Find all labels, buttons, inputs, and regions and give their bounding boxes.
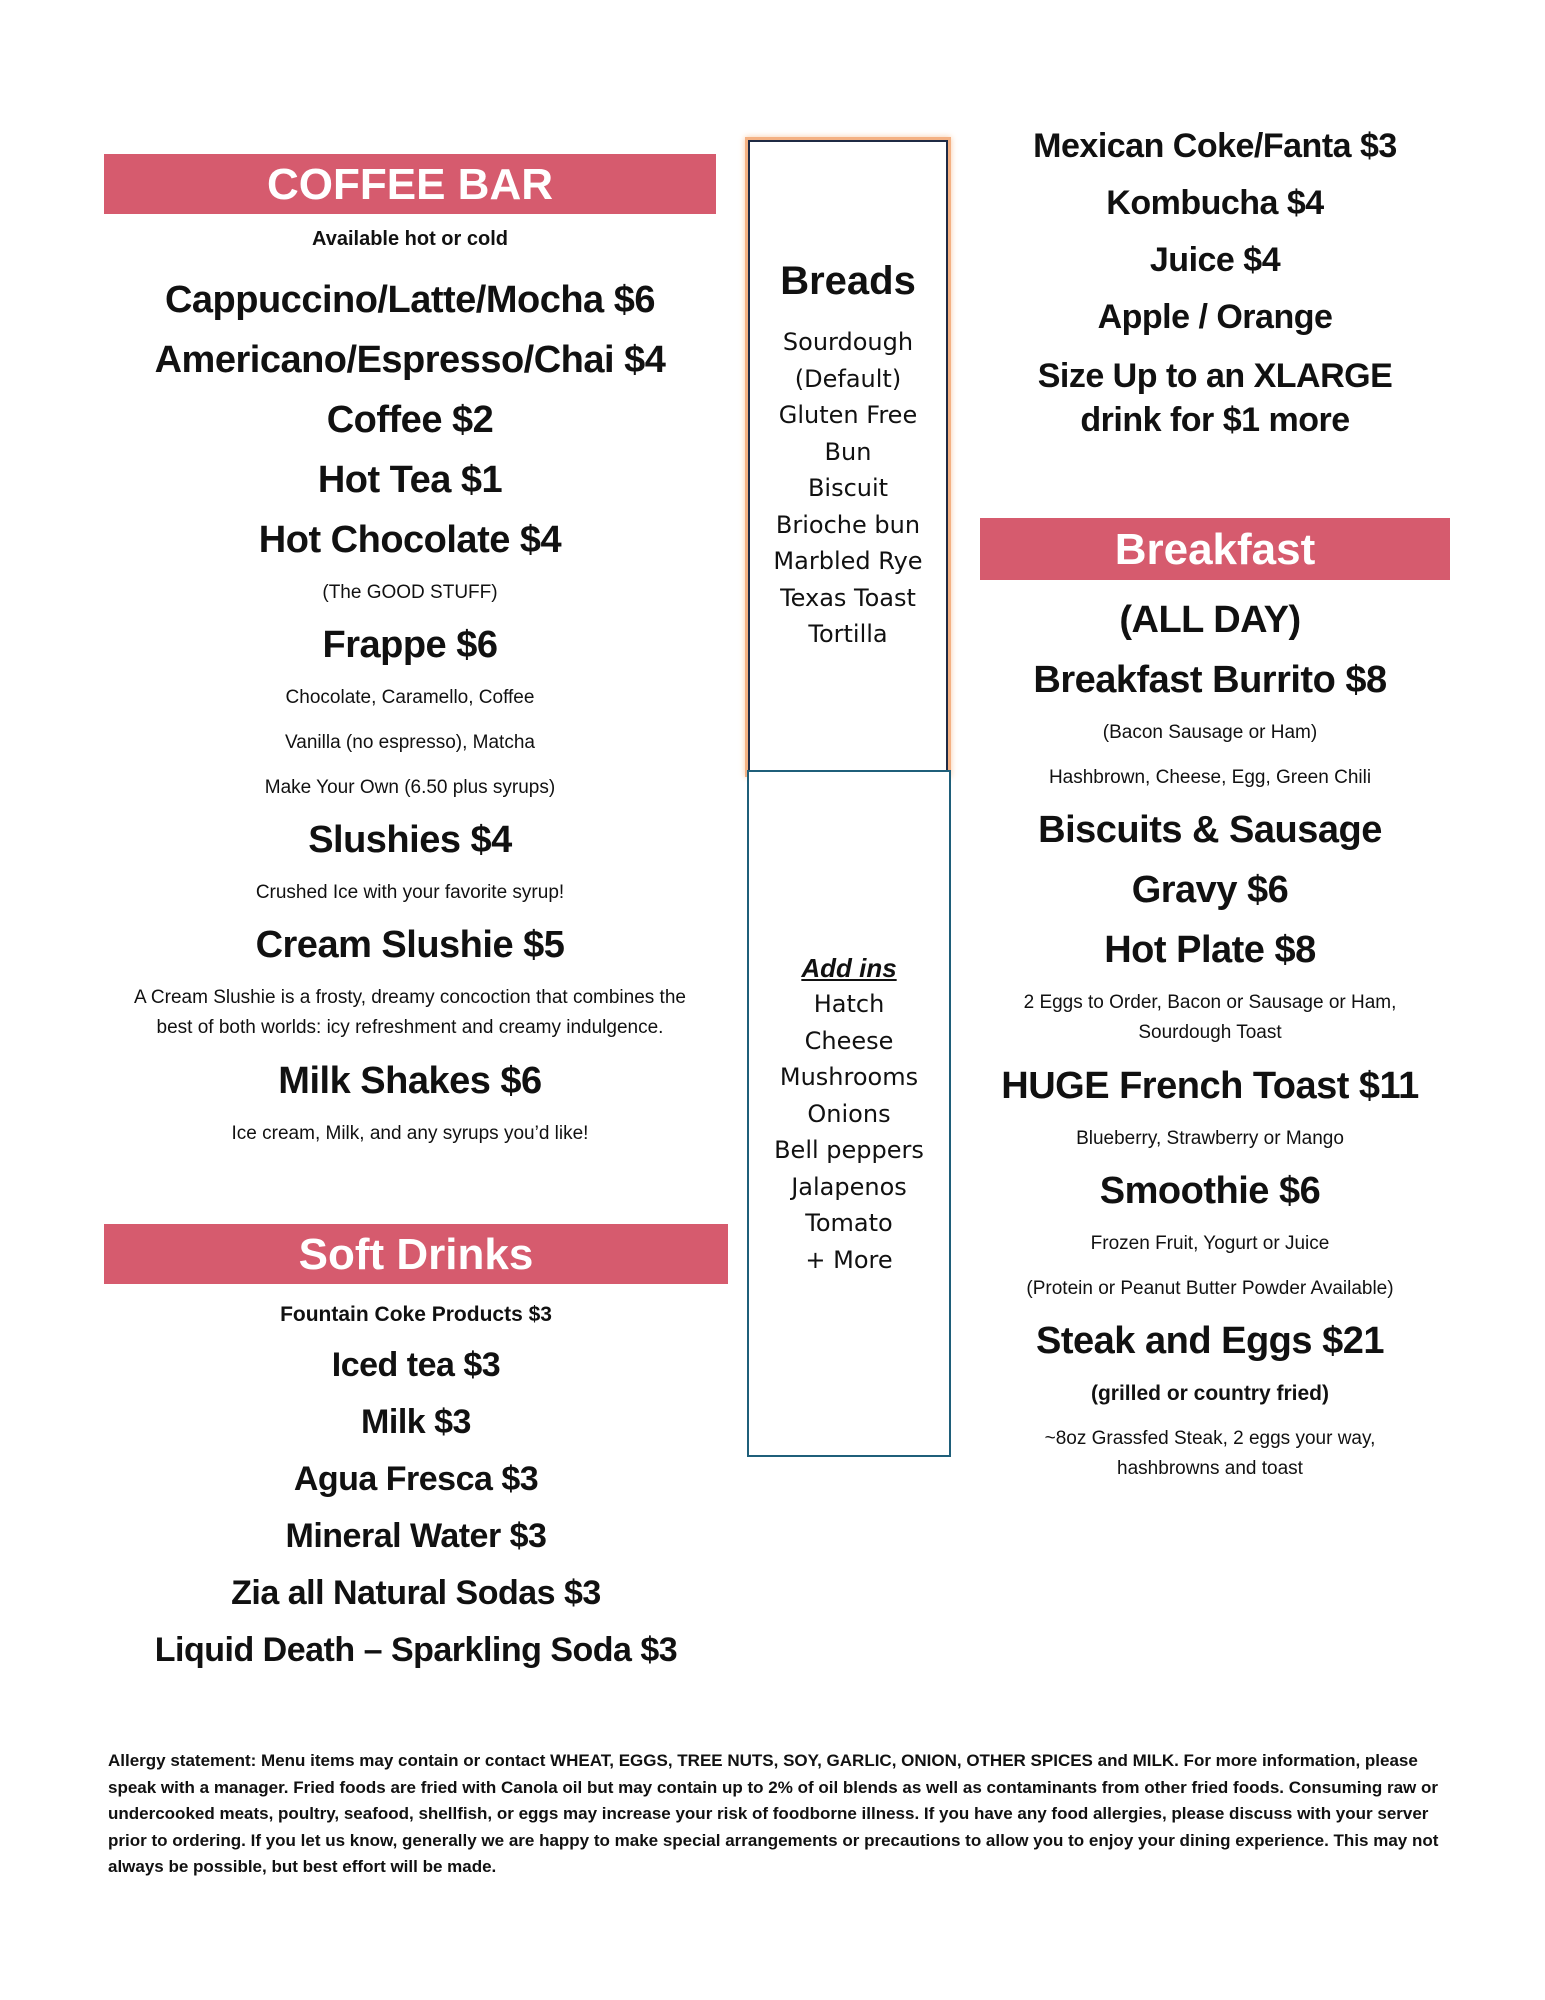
menu-item: Milk $3: [361, 1403, 471, 1441]
list-item: Hatch: [813, 990, 885, 1018]
list-item: Tomato: [805, 1209, 893, 1237]
list-item: Jalapenos: [791, 1172, 907, 1201]
soft-drinks-banner: [104, 1224, 728, 1284]
menu-item: Biscuits & Sausage Gravy $6: [1038, 809, 1382, 911]
menu-item: Hot Chocolate $4: [258, 519, 562, 561]
menu-item-description: (Protein or Peanut Butter Powder Available): [1026, 1278, 1394, 1299]
soft-drinks-heading: Soft Drinks: [298, 1230, 534, 1279]
menu-item-description: 2 Eggs to Order, Bacon or Sausage or Ham, Sourdough Toast: [1023, 992, 1397, 1043]
menu-item: (ALL DAY): [1119, 599, 1301, 641]
menu-item: HUGE French Toast $11: [1001, 1065, 1419, 1107]
breakfast-heading: Breakfast: [1114, 525, 1316, 574]
list-item: Biscuit: [807, 474, 889, 502]
menu-item: Americano/Espresso/Chai $4: [154, 339, 666, 381]
list-item: (Default): [794, 364, 902, 393]
menu-item: Liquid Death – Sparkling Soda $3: [154, 1631, 678, 1669]
allergy-statement: Allergy statement: Menu items may contain or contact WHEAT, EGGS, TREE NUTS, SOY, GARLIC, ONION, OTHER SPICES and MILK. For more information, please speak with a manager. Fried foods are fried with Canola oil but may contain up to 2% of oil blends as well as contaminants from other fried foods. Consuming raw or undercooked meats, poultry, seafood, shellfish, or eggs may increase your risk of foodborne illness. If you have any food allergies, please discuss with your server prior to ordering. If you let us know, generally we are happy to make special arrangements or precautions to allow you to enjoy your dining experience. This may not always be possible, but best effort will be made.: [108, 1751, 1439, 1876]
menu-item-description: Blueberry, Strawberry or Mango: [1076, 1128, 1344, 1149]
menu-item-description: (The GOOD STUFF): [322, 582, 498, 603]
list-item: Bell peppers: [774, 1136, 924, 1164]
menu-item: Mexican Coke/Fanta $3: [1033, 127, 1397, 165]
menu-item-description: Frozen Fruit, Yogurt or Juice: [1090, 1233, 1330, 1254]
menu-item-description: ~8oz Grassfed Steak, 2 eggs your way, hashbrowns and toast: [1044, 1428, 1376, 1479]
menu-item: Smoothie $6: [1099, 1170, 1321, 1212]
list-item: Bun: [824, 437, 872, 466]
menu-item: Slushies $4: [308, 819, 512, 861]
drinks-extra-items: [990, 118, 1440, 442]
add-ins-heading: Add ins: [801, 953, 897, 983]
add-ins-list: [749, 986, 949, 1278]
soft-drinks-items: [104, 1292, 728, 1679]
menu-item: Cream Slushie $5: [255, 924, 565, 966]
menu-item-description: Make Your Own (6.50 plus syrups): [264, 777, 556, 798]
menu-item: Milk Shakes $6: [278, 1060, 542, 1102]
breads-heading: Breads: [780, 259, 916, 303]
list-item: Brioche bun: [775, 510, 921, 539]
list-item: Sourdough: [782, 328, 914, 356]
add-ins-box: [747, 770, 951, 1457]
list-item: Onions: [807, 1099, 891, 1128]
menu-item: Zia all Natural Sodas $3: [231, 1574, 601, 1612]
menu-item: Agua Fresca $3: [293, 1460, 539, 1498]
menu-item: Hot Tea $1: [317, 459, 503, 501]
breakfast-items: [985, 590, 1435, 1492]
coffee-bar-subtitle: Available hot or cold: [312, 228, 508, 250]
menu-item-description: A Cream Slushie is a frosty, dreamy concoction that combines the best of both worlds: icy refreshment and creamy indulgence.: [134, 987, 686, 1038]
menu-item-description: (Bacon Sausage or Ham): [1102, 722, 1318, 743]
breads-box: [748, 140, 948, 774]
coffee-bar-heading: COFFEE BAR: [267, 160, 553, 209]
coffee-bar-banner: [104, 154, 716, 214]
menu-item-description: Crushed Ice with your favorite syrup!: [255, 882, 565, 903]
menu-item-description: Ice cream, Milk, and any syrups you’d like!: [231, 1123, 589, 1144]
menu-item: Kombucha $4: [1106, 184, 1324, 222]
list-item: Texas Toast: [780, 583, 916, 612]
menu-item: Cappuccino/Latte/Mocha $6: [164, 279, 656, 321]
menu-item-description: Vanilla (no espresso), Matcha: [285, 732, 535, 753]
menu-item: Iced tea $3: [331, 1346, 501, 1384]
menu-item-description: Chocolate, Caramello, Coffee: [285, 687, 535, 708]
menu-item: Size Up to an XLARGE drink for $1 more: [1037, 357, 1393, 439]
list-item: Gluten Free: [778, 401, 918, 429]
list-item: Tortilla: [808, 620, 888, 648]
breads-list: [750, 324, 946, 653]
list-item: Cheese: [804, 1026, 894, 1055]
list-item: Mushrooms: [779, 1063, 919, 1091]
menu-item: Steak and Eggs $21: [1036, 1320, 1384, 1362]
breakfast-banner: [980, 518, 1450, 580]
menu-item-description: Hashbrown, Cheese, Egg, Green Chili: [1048, 767, 1372, 788]
menu-item: Hot Plate $8: [1104, 929, 1316, 971]
list-item: Marbled Rye: [773, 547, 923, 575]
coffee-bar-items: [104, 270, 716, 1156]
menu-item-description: Fountain Coke Products $3: [280, 1303, 552, 1326]
menu-item: Coffee $2: [326, 399, 494, 441]
menu-item: Frappe $6: [322, 624, 498, 666]
menu-item: Apple / Orange: [1097, 298, 1333, 336]
menu-item: Juice $4: [1149, 241, 1281, 279]
list-item: + More: [805, 1245, 893, 1274]
menu-item: Breakfast Burrito $8: [1033, 659, 1387, 701]
menu-item: Mineral Water $3: [285, 1517, 547, 1555]
menu-item-description: (grilled or country fried): [1090, 1382, 1329, 1405]
